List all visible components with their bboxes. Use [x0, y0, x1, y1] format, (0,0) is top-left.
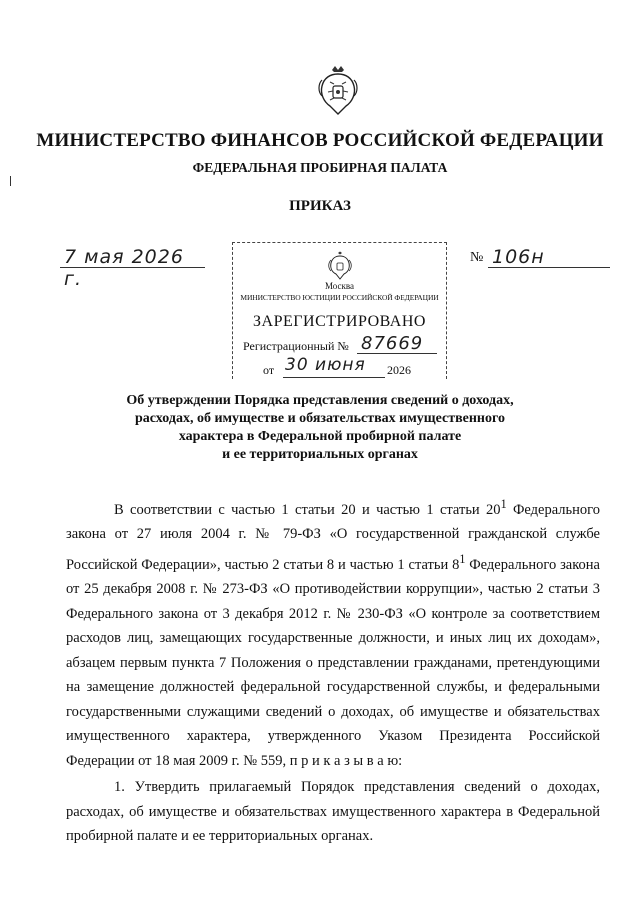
margin-mark: [10, 176, 11, 186]
number-sign: №: [470, 250, 484, 265]
stamp-date-handwritten: 30 июня: [285, 355, 366, 375]
order-body: [66, 492, 600, 849]
stamp-year: 2026: [387, 363, 411, 377]
order-date-handwritten: 7 мая 2026 г.: [64, 246, 184, 290]
ministry-heading: МИНИСТЕРСТВО ФИНАНСОВ РОССИЙСКОЙ ФЕДЕРАЦИИ: [36, 130, 604, 151]
preamble-text: В соответствии с частью 1 статьи 20 и частью 1 статьи 20: [114, 501, 501, 518]
stamp-reg-number-underline: [357, 353, 437, 354]
preamble-paragraph: [66, 492, 600, 773]
order-date-field: [60, 246, 205, 290]
superscript: 1: [459, 551, 466, 566]
stamp-reg-number-handwritten: 87669: [361, 333, 424, 354]
registration-stamp: [232, 242, 447, 379]
agency-heading: ФЕДЕРАЛЬНАЯ ПРОБИРНАЯ ПАЛАТА: [192, 160, 448, 175]
title-line: и ее территориальных органах: [222, 447, 418, 462]
double-headed-eagle-emblem-icon: [316, 64, 360, 118]
superscript: 1: [500, 497, 507, 511]
stamp-date-underline: [283, 377, 385, 378]
stamp-ministry: МИНИСТЕРСТВО ЮСТИЦИИ РОССИЙСКОЙ ФЕДЕРАЦИИ: [240, 293, 439, 302]
clause-paragraph: 1. Утвердить прилагаемый Порядок представления сведений о доходах, расходах, об имуществе и обязательствах имущественного характера в Федеральной пробирной палате и ее территориальных органах.: [66, 779, 600, 845]
title-line: характера в Федеральной пробирной палате: [178, 429, 462, 444]
title-line: расходах, об имуществе и обязательствах имущественного: [134, 411, 505, 426]
preamble-text: Федерального закона от 27 июля 2004 г. № 79-ФЗ «О государственной гражданской службе Российской Федерации», частью 2 статьи 8 и частью 1 статьи 8: [66, 501, 600, 573]
order-number-handwritten: 106н: [492, 246, 545, 268]
document-type: ПРИКАЗ: [289, 198, 351, 214]
stamp-registered: ЗАРЕГИСТРИРОВАНО: [253, 313, 426, 330]
stamp-city: Москва: [325, 281, 354, 291]
stamp-reg-number-label: Регистрационный №: [243, 339, 349, 353]
preamble-text: Федерального закона от 25 декабря 2008 г. № 273-ФЗ «О противодействии коррупции», частью 2 статьи 3 Федерального закона от 3 декабря 2012 г. № 230-ФЗ «О контроле за соответствием расходов лиц, замещающих государственные должности, и иных лиц их доходам», абзацем первым пункта 7 Положения о представлении гражданами, претендующими на замещение должностей федеральной государственной службы, и федеральными государственными служащими сведений о доходах, об имуществе и обязательствах имущественного характера, утвержденного Указом Президента Российской Федерации от 18 мая 2009 г. № 559, п р и к а з ы в а ю:: [66, 556, 600, 769]
stamp-from-label: от: [263, 363, 275, 377]
title-line: Об утверждении Порядка представления сведений о доходах,: [126, 393, 514, 408]
order-title: [110, 392, 530, 464]
order-number-field: [470, 246, 610, 270]
double-headed-eagle-emblem-icon: [327, 251, 353, 281]
